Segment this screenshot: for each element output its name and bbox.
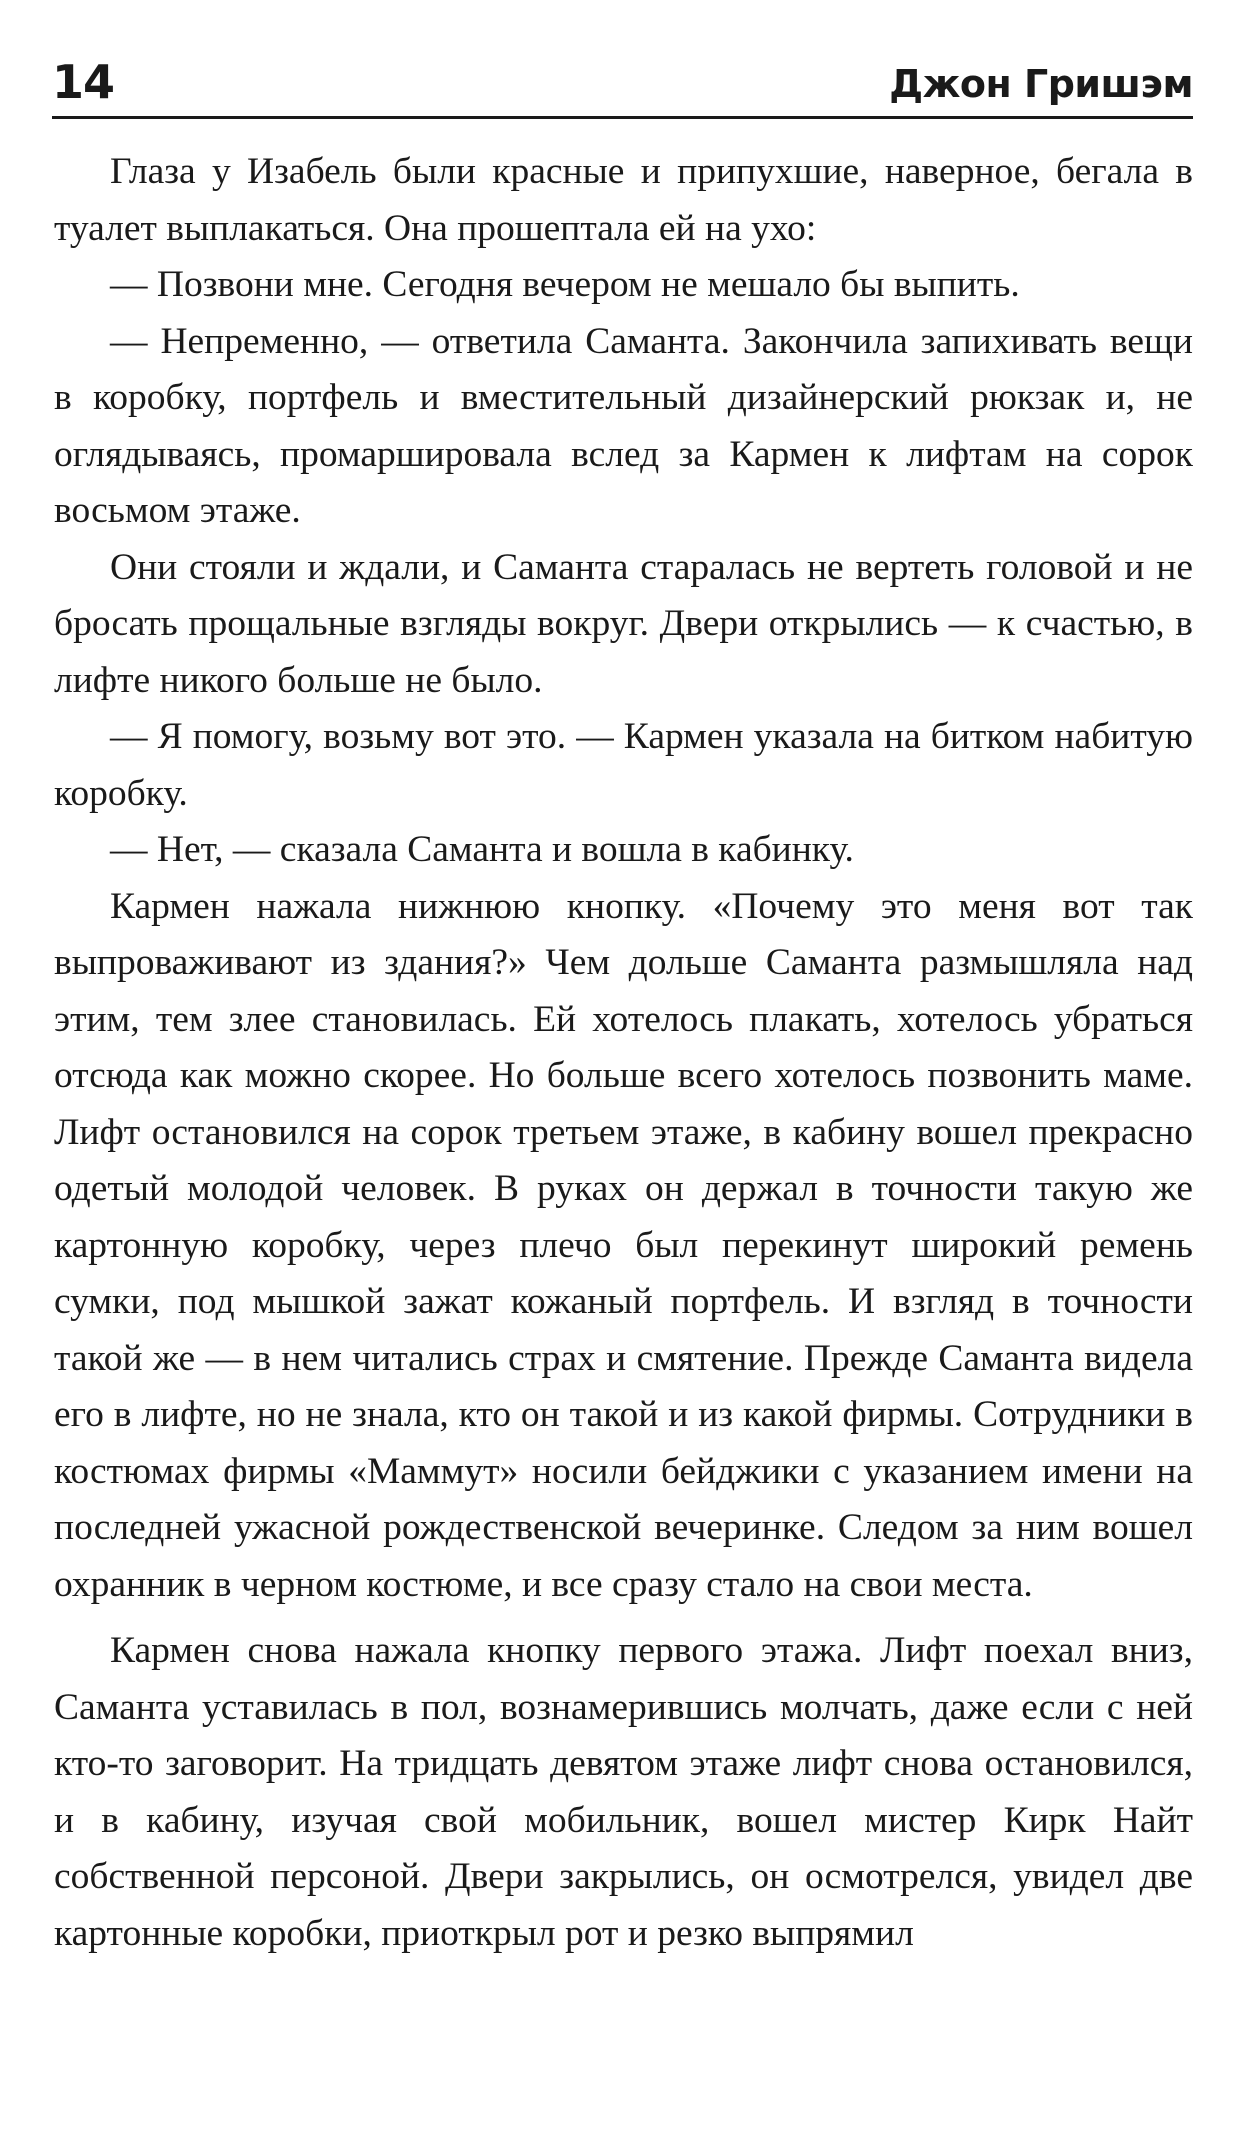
paragraph: — Непременно, — ответила Саманта. Закончила запихивать вещи в коробку, портфель и вместительный дизайнерский рюкзак и, не оглядываясь, промаршировала вслед за Кармен к лифтам на сорок восьмом этаже. xyxy=(54,320,1193,531)
paragraph: — Я помогу, возьму вот это. — Кармен указала на битком набитую коробку. xyxy=(54,716,1193,814)
page-header xyxy=(52,50,1193,119)
paragraph: Кармен снова нажала кнопку первого этажа. Лифт поехал вниз, Саманта уставилась в пол, вознамерившись молчать, даже если с ней кто-то заговорит. На тридцать девятом этаже лифт снова остановился, и в кабину, изучая свой мобильник, вошел мистер Кирк Найт собственной персоной. Двери закрылись, он осмотрелся, увидел две картонные коробки, приоткрыл рот и резко выпрямил xyxy=(54,1630,1193,1954)
running-head-author: Джон Гришэм xyxy=(889,62,1193,106)
page-number: 14 xyxy=(52,55,115,109)
paragraph: Они стояли и ждали, и Саманта старалась не вертеть головой и не бросать прощальные взгляды вокруг. Двери открылись — к счастью, в лифте никого больше не было. xyxy=(54,546,1193,701)
paragraph: Глаза у Изабель были красные и припухшие, наверное, бегала в туалет выплакаться. Она прошептала ей на ухо: xyxy=(54,151,1193,249)
paragraph: Кармен нажала нижнюю кнопку. «Почему это меня вот так выпроваживают из здания?» Чем дольше Саманта размышляла над этим, тем злее становилась. Ей хотелось плакать, хотелось убраться отсюда как можно скорее. Но больше всего хотелось позвонить маме. Лифт остановился на сорок третьем этаже, в кабину вошел прекрасно одетый молодой человек. В руках он держал в точности такую же картонную коробку, через плечо был перекинут широкий ремень сумки, под мышкой зажат кожаный портфель. И взгляд в точности такой же — в нем читались страх и смятение. Прежде Саманта видела его в лифте, но не знала, кто он такой и из какой фирмы. Сотрудники в костюмах фирмы «Маммут» носили бейджики с указанием имени на последней ужасной рождественской вечеринке. Следом за ним вошел охранник в черном костюме, и все сразу стало на свои места. xyxy=(54,885,1193,1605)
body-text xyxy=(54,144,1193,1962)
paragraph: — Позвони мне. Сегодня вечером не мешало бы выпить. xyxy=(110,264,1020,305)
paragraph: — Нет, — сказала Саманта и вошла в кабинку. xyxy=(110,829,854,870)
